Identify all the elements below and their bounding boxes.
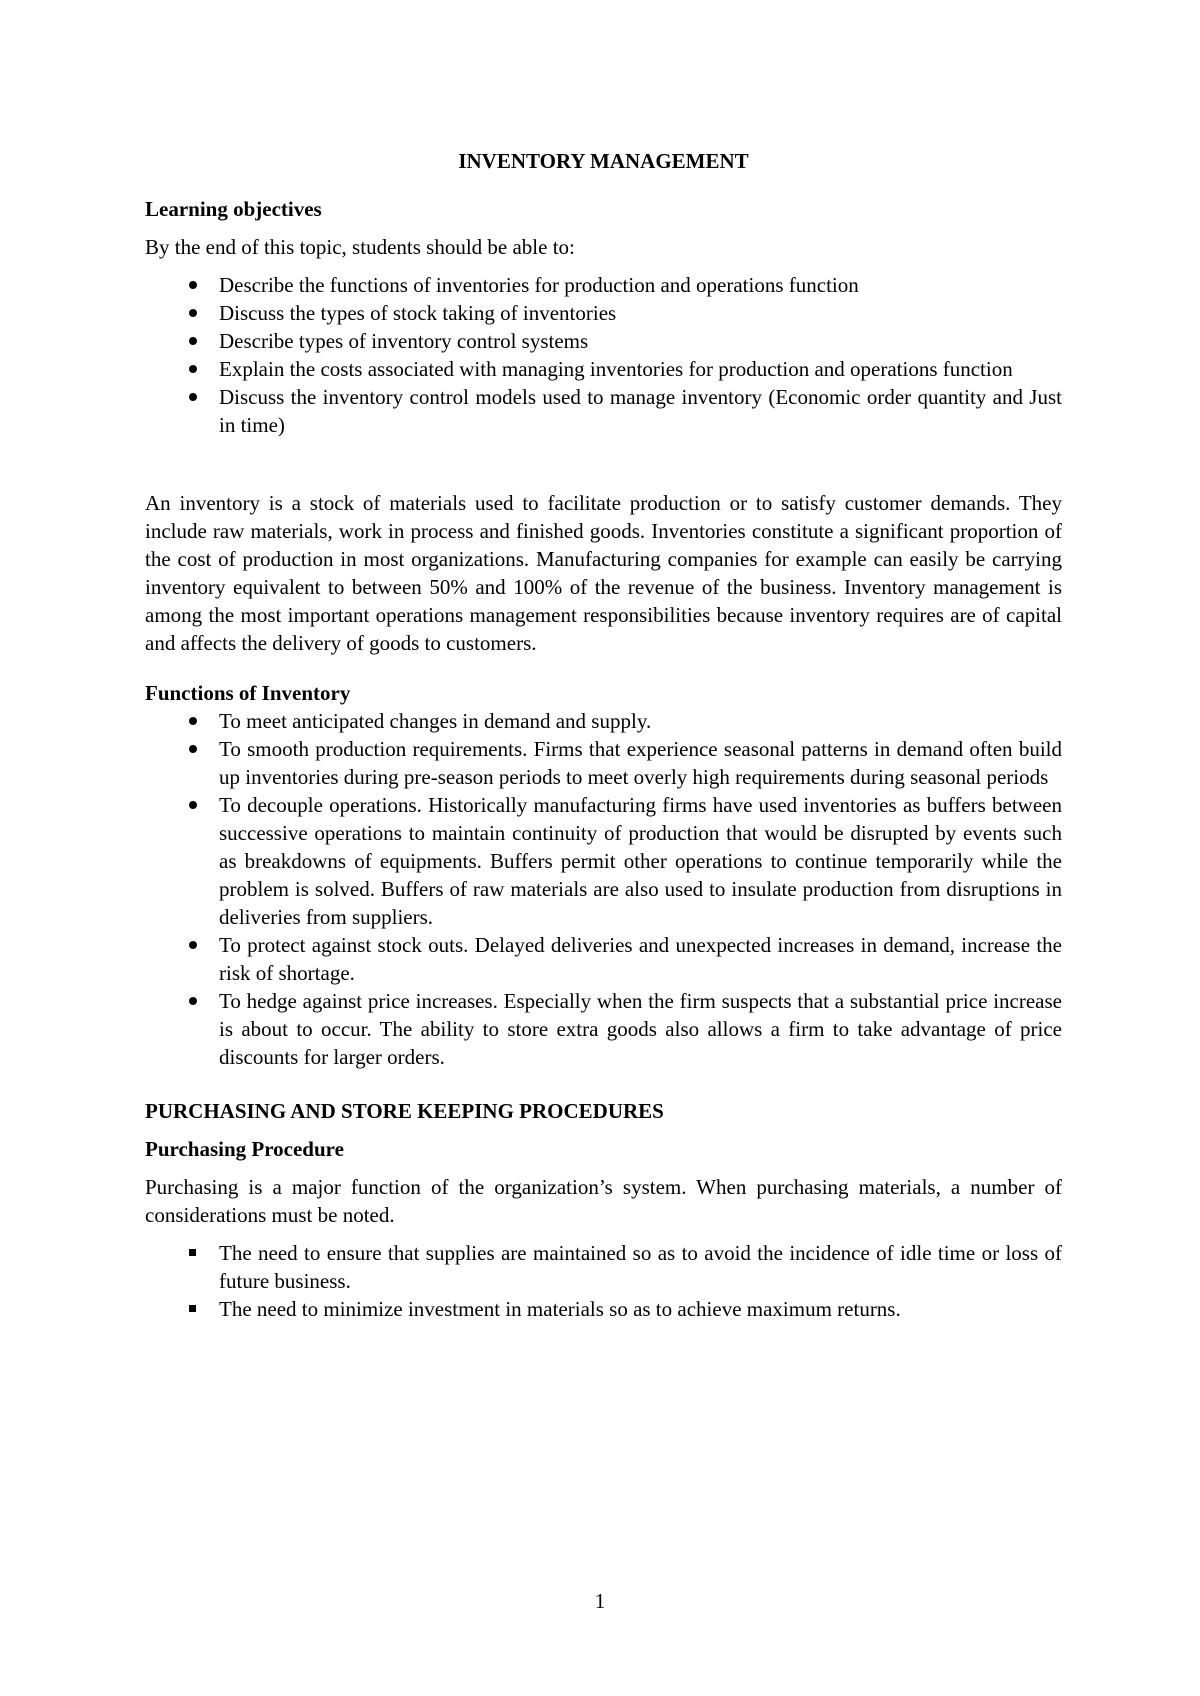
inventory-definition-paragraph: An inventory is a stock of materials used to facilitate production or to satisfy customer demands. They include raw materials, work in process and finished goods. Inventories constitute a significant proportion of the cost of production in most organizations. Manufacturing companies for example can easily be carrying inventory equivalent to between 50% and 100% of the revenue of the business. Inventory management is among the most important operations management responsibilities because inventory requires are of capital and affects the delivery of goods to customers. [145, 491, 1062, 655]
purchasing-procedure-heading: Purchasing Procedure [145, 1137, 344, 1161]
purchasing-section-heading: PURCHASING AND STORE KEEPING PROCEDURES [145, 1099, 664, 1123]
list-item: The need to ensure that supplies are maintained so as to avoid the incidence of idle time or loss of future business. [145, 1239, 1062, 1295]
list-item: Describe the functions of inventories for production and operations function [145, 271, 1062, 299]
learning-objectives-heading: Learning objectives [145, 197, 322, 221]
list-item: To meet anticipated changes in demand and supply. [145, 707, 1062, 735]
functions-list [145, 707, 1062, 1071]
page-number: 1 [594, 1589, 606, 1613]
list-item: The need to minimize investment in materials so as to achieve maximum returns. [145, 1295, 1062, 1323]
list-item: Discuss the types of stock taking of inventories [145, 299, 1062, 327]
learning-objectives-list [145, 271, 1062, 439]
learning-objectives-intro: By the end of this topic, students should be able to: [145, 235, 575, 259]
purchasing-considerations-list [145, 1239, 1062, 1323]
list-item: To hedge against price increases. Especially when the firm suspects that a substantial price increase is about to occur. The ability to store extra goods also allows a firm to take advantage of price discounts for larger orders. [145, 987, 1062, 1071]
page-content [145, 147, 1062, 1323]
page-title: INVENTORY MANAGEMENT [458, 149, 749, 173]
list-item: Explain the costs associated with managing inventories for production and operations function [145, 355, 1062, 383]
list-item: To smooth production requirements. Firms that experience seasonal patterns in demand often build up inventories during pre-season periods to meet overly high requirements during seasonal periods [145, 735, 1062, 791]
purchasing-intro-paragraph: Purchasing is a major function of the organization’s system. When purchasing materials, a number of considerations must be noted. [145, 1175, 1062, 1227]
list-item: Describe types of inventory control systems [145, 327, 1062, 355]
list-item: To protect against stock outs. Delayed deliveries and unexpected increases in demand, increase the risk of shortage. [145, 931, 1062, 987]
list-item: Discuss the inventory control models used to manage inventory (Economic order quantity and Just in time) [145, 383, 1062, 439]
list-item: To decouple operations. Historically manufacturing firms have used inventories as buffers between successive operations to maintain continuity of production that would be disrupted by events such as breakdowns of equipments. Buffers permit other operations to continue temporarily while the problem is solved. Buffers of raw materials are also used to insulate production from disruptions in deliveries from suppliers. [145, 791, 1062, 931]
functions-heading: Functions of Inventory [145, 681, 351, 705]
